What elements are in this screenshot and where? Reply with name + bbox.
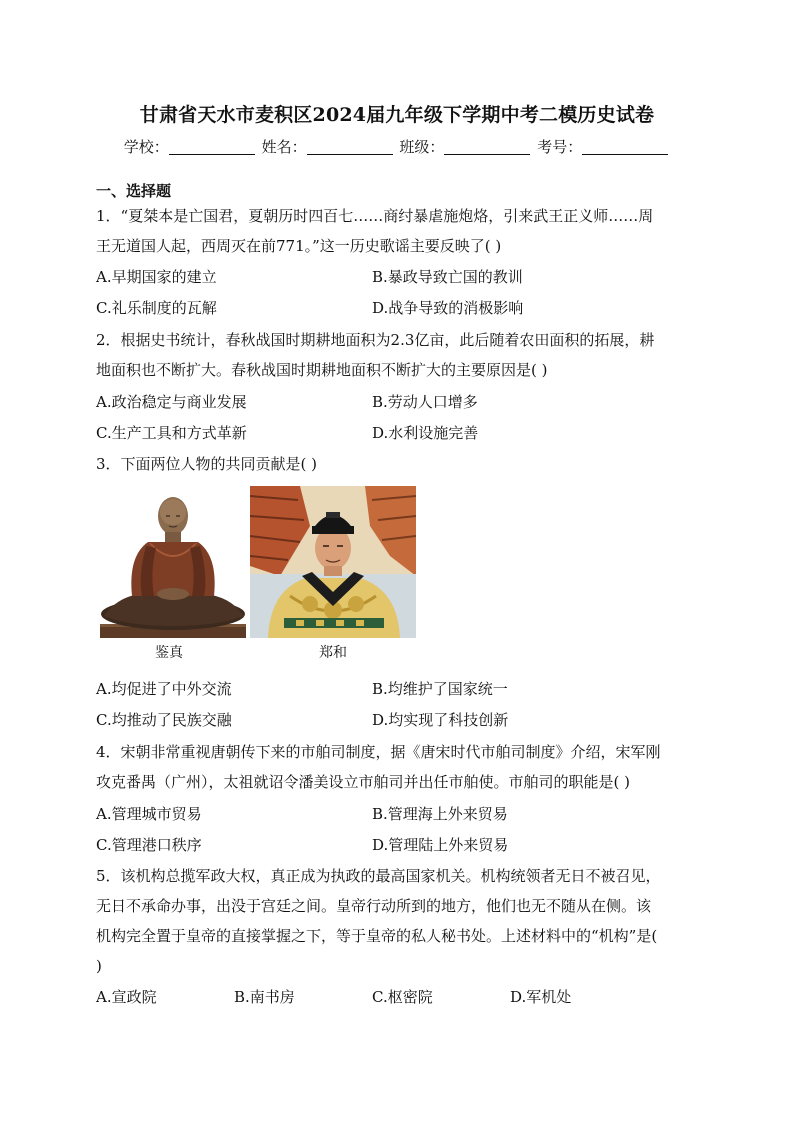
- q4-option-d: D.管理陆上外来贸易: [372, 836, 509, 854]
- name-label: 姓名：: [261, 138, 307, 156]
- q3-option-a: A.均促进了中外交流: [96, 680, 232, 698]
- q5-option-b: B.南书房: [234, 988, 295, 1006]
- q3-option-d: D.均实现了科技创新: [372, 711, 509, 729]
- jianzhen-caption: 鉴真: [155, 645, 183, 661]
- section-heading: 一、选择题: [96, 182, 172, 200]
- q5-text-line4: ): [96, 957, 102, 975]
- school-blank: [169, 140, 255, 155]
- q5-text-line3: 机构完全置于皇帝的直接掌握之下，等于皇帝的私人秘书处。上述材料中的“机构”是(: [96, 927, 658, 945]
- page-title: 甘肃省天水市麦积区2024届九年级下学期中考二模历史试卷: [139, 104, 655, 126]
- q4-text-line1: 4．宋朝非常重视唐朝传下来的市舶司制度，据《唐宋时代市舶司制度》介绍，宋军刚: [96, 743, 661, 761]
- q3-text-line1: 3．下面两位人物的共同贡献是( ): [96, 455, 318, 473]
- q2-option-b: B.劳动人口增多: [372, 393, 478, 411]
- q5-option-c: C.枢密院: [372, 988, 433, 1006]
- q2-text-line1: 2．根据史书统计，春秋战国时期耕地面积为2.3亿亩，此后随着农田面积的拓展，耕: [96, 331, 655, 349]
- q5-text-line2: 无日不承命办事，出没于宫廷之间。皇帝行动所到的地方，他们也无不随从在侧。该: [96, 897, 652, 915]
- q2-option-d: D.水利设施完善: [372, 424, 479, 442]
- q1-option-c: C.礼乐制度的瓦解: [96, 299, 217, 317]
- q4-option-c: C.管理港口秩序: [96, 836, 202, 854]
- class-blank: [444, 140, 530, 155]
- exam-no-blank: [582, 140, 668, 155]
- q4-text-line2: 攻克番禺（广州），太祖就诏令潘美设立市舶司并出任市舶使。市舶司的职能是( ): [96, 773, 630, 791]
- q5-text-line1: 5．该机构总揽军政大权，真正成为执政的最高国家机关。机构统领者无日不被召见，: [96, 867, 661, 885]
- q5-option-a: A.宣政院: [96, 988, 157, 1006]
- name-blank: [307, 140, 393, 155]
- q2-option-c: C.生产工具和方式革新: [96, 424, 247, 442]
- jianzhen-statue-image: [98, 486, 248, 638]
- zhenghe-caption: 郑和: [319, 645, 347, 661]
- q1-option-b: B.暴政导致亡国的教训: [372, 268, 523, 286]
- student-info-line: [0, 136, 794, 157]
- zhenghe-portrait-image: [250, 486, 416, 638]
- q4-option-b: B.管理海上外来贸易: [372, 805, 508, 823]
- q1-text-line1: 1．“夏桀本是亡国君，夏朝历时四百七……商纣暴虐施炮烙，引来武王正义师……周: [96, 207, 654, 225]
- q2-text-line2: 地面积也不断扩大。春秋战国时期耕地面积不断扩大的主要原因是( ): [96, 361, 548, 379]
- q1-text-line2: 王无道国人起，西周灭在前771。”这一历史歌谣主要反映了( ): [96, 237, 502, 255]
- q3-option-c: C.均推动了民族交融: [96, 711, 232, 729]
- class-label: 班级：: [399, 138, 445, 156]
- q1-option-d: D.战争导致的消极影响: [372, 299, 524, 317]
- school-label: 学校：: [123, 138, 169, 156]
- q1-option-a: A.早期国家的建立: [96, 268, 217, 286]
- exam-no-label: 考号：: [537, 138, 583, 156]
- q5-option-d: D.军机处: [510, 988, 572, 1006]
- q3-option-b: B.均维护了国家统一: [372, 680, 508, 698]
- q2-option-a: A.政治稳定与商业发展: [96, 393, 247, 411]
- q4-option-a: A.管理城市贸易: [96, 805, 202, 823]
